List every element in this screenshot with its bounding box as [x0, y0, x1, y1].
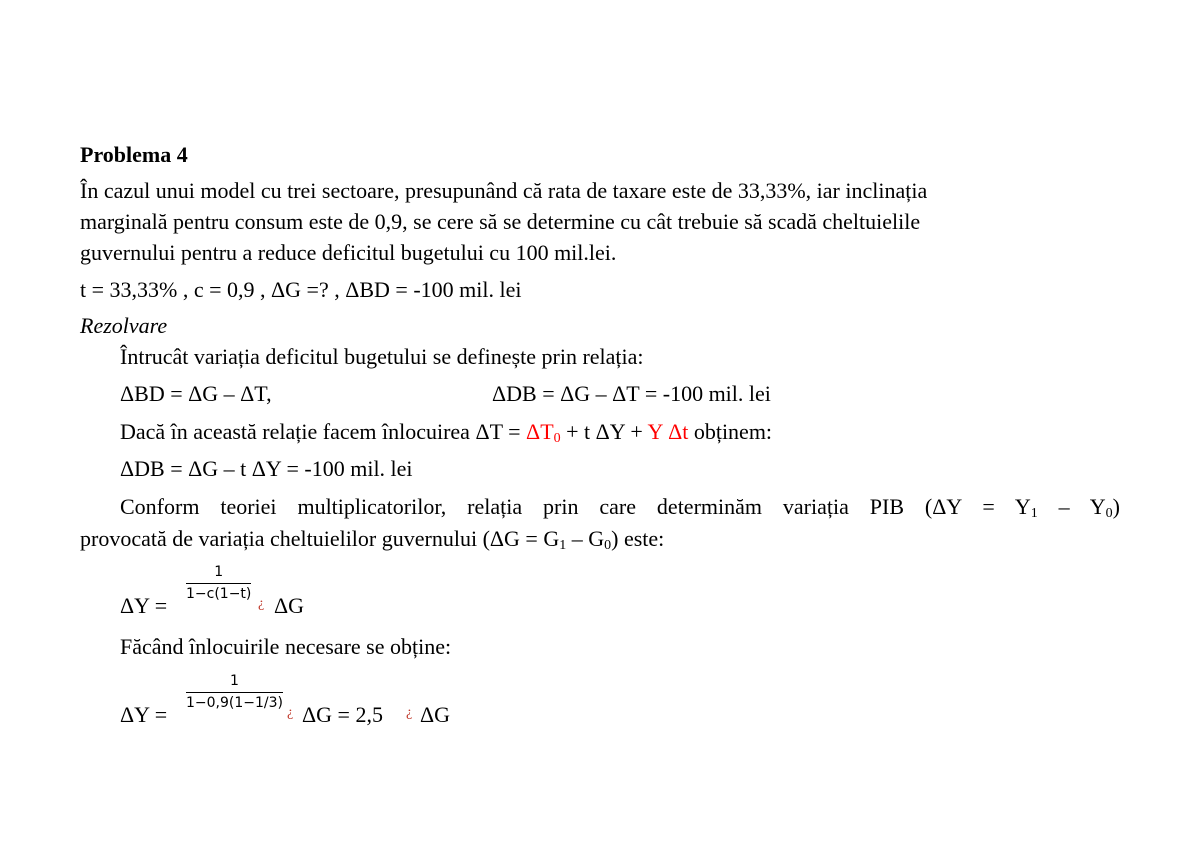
- formula2-fraction: [186, 674, 283, 710]
- g1-subscript: 1: [559, 538, 567, 553]
- formula1-lhs: ΔY =: [120, 593, 168, 618]
- equation-db-right: ΔDB = ΔG – ΔT = -100 mil. lei: [492, 381, 771, 406]
- formula2-numerator: 1: [230, 673, 239, 689]
- multiplier-text-1a: Conform teoriei multiplicatorilor, relația prin care determinăm variația PIB (ΔY = Y: [120, 494, 1031, 519]
- statement-line-1: În cazul unui model cu trei sectoare, presupunând că rata de taxare este de 33,33%, iar inclinația: [80, 178, 928, 203]
- y1-subscript: 1: [1030, 506, 1038, 521]
- substitution-text-1: Dacă în această relație facem înlocuirea ΔT =: [120, 419, 527, 444]
- solution-intro: Întrucât variația deficitul bugetului se definește prin relația:: [120, 344, 644, 369]
- g0-subscript: 0: [604, 538, 612, 553]
- multiplier-text-1b: – Y: [1037, 494, 1106, 519]
- multiplier-text-2b: – G: [566, 526, 605, 551]
- formula1-denominator: 1−c(1−t): [186, 586, 252, 602]
- substitution-text-3: obținem:: [688, 419, 773, 444]
- formula1-mark: ¿: [258, 596, 265, 611]
- givens-line: t = 33,33% , c = 0,9 , ΔG =? , ΔBD = -100 mil. lei: [80, 277, 522, 302]
- delta-t0-red: ΔT: [526, 419, 554, 444]
- equation-db-ty: ΔDB = ΔG – t ΔY = -100 mil. lei: [120, 456, 413, 481]
- statement-line-3: guvernului pentru a reduce deficitul bugetului cu 100 mil.lei.: [80, 240, 617, 265]
- formula2-rhs: ΔG: [420, 702, 451, 727]
- formula2-denominator: 1−0,9(1−1/3): [186, 695, 283, 711]
- substitution-intro: Făcând înlocuirile necesare se obține:: [120, 634, 452, 659]
- statement-line-2: marginală pentru consum este de 0,9, se cere să se determine cu cât trebuie să scadă cheltuielile: [80, 209, 921, 234]
- formula1-numerator: 1: [214, 564, 224, 580]
- multiplier-text-2a: provocată de variația cheltuielilor guvernului (ΔG = G: [80, 526, 560, 551]
- formula1-fraction: [186, 565, 251, 601]
- formula1-rhs: ΔG: [274, 593, 305, 618]
- multiplier-text-2c: ) este:: [611, 526, 665, 551]
- formula2-mark: ¿: [287, 705, 294, 720]
- substitution-line: [120, 421, 772, 446]
- delta-t0-subscript: 0: [553, 431, 561, 446]
- formula2-lhs: ΔY =: [120, 702, 168, 727]
- multiplier-text-1c: ): [1112, 494, 1120, 519]
- formula2-mark-2: ¿: [406, 705, 413, 720]
- equation-bd-left: ΔBD = ΔG – ΔT,: [120, 381, 272, 406]
- problem-title: Problema 4: [80, 142, 188, 167]
- y-red: Y: [647, 419, 663, 444]
- multiplier-line-2: [80, 528, 664, 553]
- multiplier-line-1: [80, 496, 1120, 521]
- formula2-middle: ΔG = 2,5: [302, 702, 383, 727]
- delta-t-red: Δt: [668, 419, 689, 444]
- y0-subscript: 0: [1105, 506, 1113, 521]
- solution-heading: Rezolvare: [80, 313, 168, 338]
- substitution-text-2: + t ΔY +: [560, 419, 648, 444]
